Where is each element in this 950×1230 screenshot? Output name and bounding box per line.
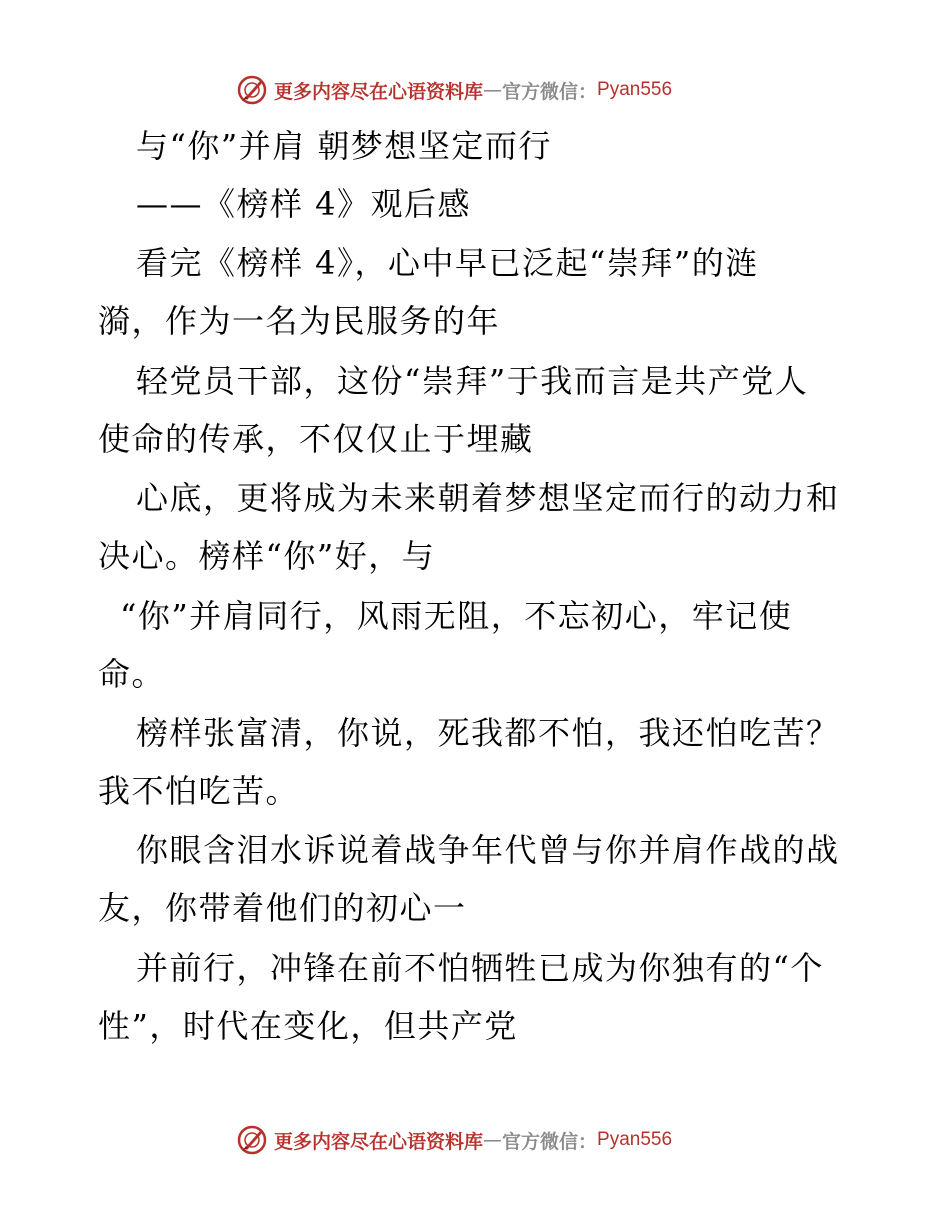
document-subtitle: ——《榜样 4》观后感 <box>136 185 472 223</box>
watermark-account-id: Pyan556 <box>597 79 673 100</box>
paragraph-line: 轻党员干部，这份“崇拜”于我而言是共产党人 <box>136 362 809 400</box>
brand-logo-icon <box>236 1124 268 1156</box>
header-watermark <box>236 72 672 108</box>
paragraph-line: 决心。榜样“你”好，与 <box>98 537 436 575</box>
paragraph-line: 我不怕吃苦。 <box>98 772 300 810</box>
document-title: 与“你”并肩 朝梦想坚定而行 <box>136 127 552 165</box>
paragraph-line: 友，你带着他们的初心一 <box>98 889 467 927</box>
footer-watermark <box>236 1122 672 1158</box>
paragraph-line: 看完《榜样 4》，心中早已泛起“崇拜”的涟 <box>136 244 759 282</box>
watermark-dash: — <box>483 1129 503 1151</box>
paragraph-line: 命。 <box>98 655 166 693</box>
paragraph-line: 并前行，冲锋在前不怕牺牲已成为你独有的“个 <box>136 949 824 987</box>
brand-logo-icon <box>236 74 268 106</box>
watermark-account-label: 官方微信： <box>502 1130 598 1153</box>
paragraph-line: 使命的传承，不仅仅止于埋藏 <box>98 420 534 458</box>
watermark-main-text: 更多内容尽在心语资料库 <box>274 1130 484 1153</box>
paragraph-line: 性”，时代在变化，但共产党 <box>98 1007 518 1045</box>
paragraph-line: 你眼含泪水诉说着战争年代曾与你并肩作战的战 <box>136 831 840 869</box>
watermark-account-label: 官方微信： <box>502 80 598 103</box>
watermark-dash: — <box>483 79 503 101</box>
paragraph-line: “你”并肩同行，风雨无阻，不忘初心，牢记使 <box>120 597 793 635</box>
paragraph-line: 漪，作为一名为民服务的年 <box>98 302 501 340</box>
watermark-account-id: Pyan556 <box>597 1129 673 1150</box>
paragraph-line: 榜样张富清，你说，死我都不怕，我还怕吃苦？ <box>136 714 840 752</box>
paragraph-line: 心底，更将成为未来朝着梦想坚定而行的动力和 <box>136 479 840 517</box>
watermark-main-text: 更多内容尽在心语资料库 <box>274 80 484 103</box>
